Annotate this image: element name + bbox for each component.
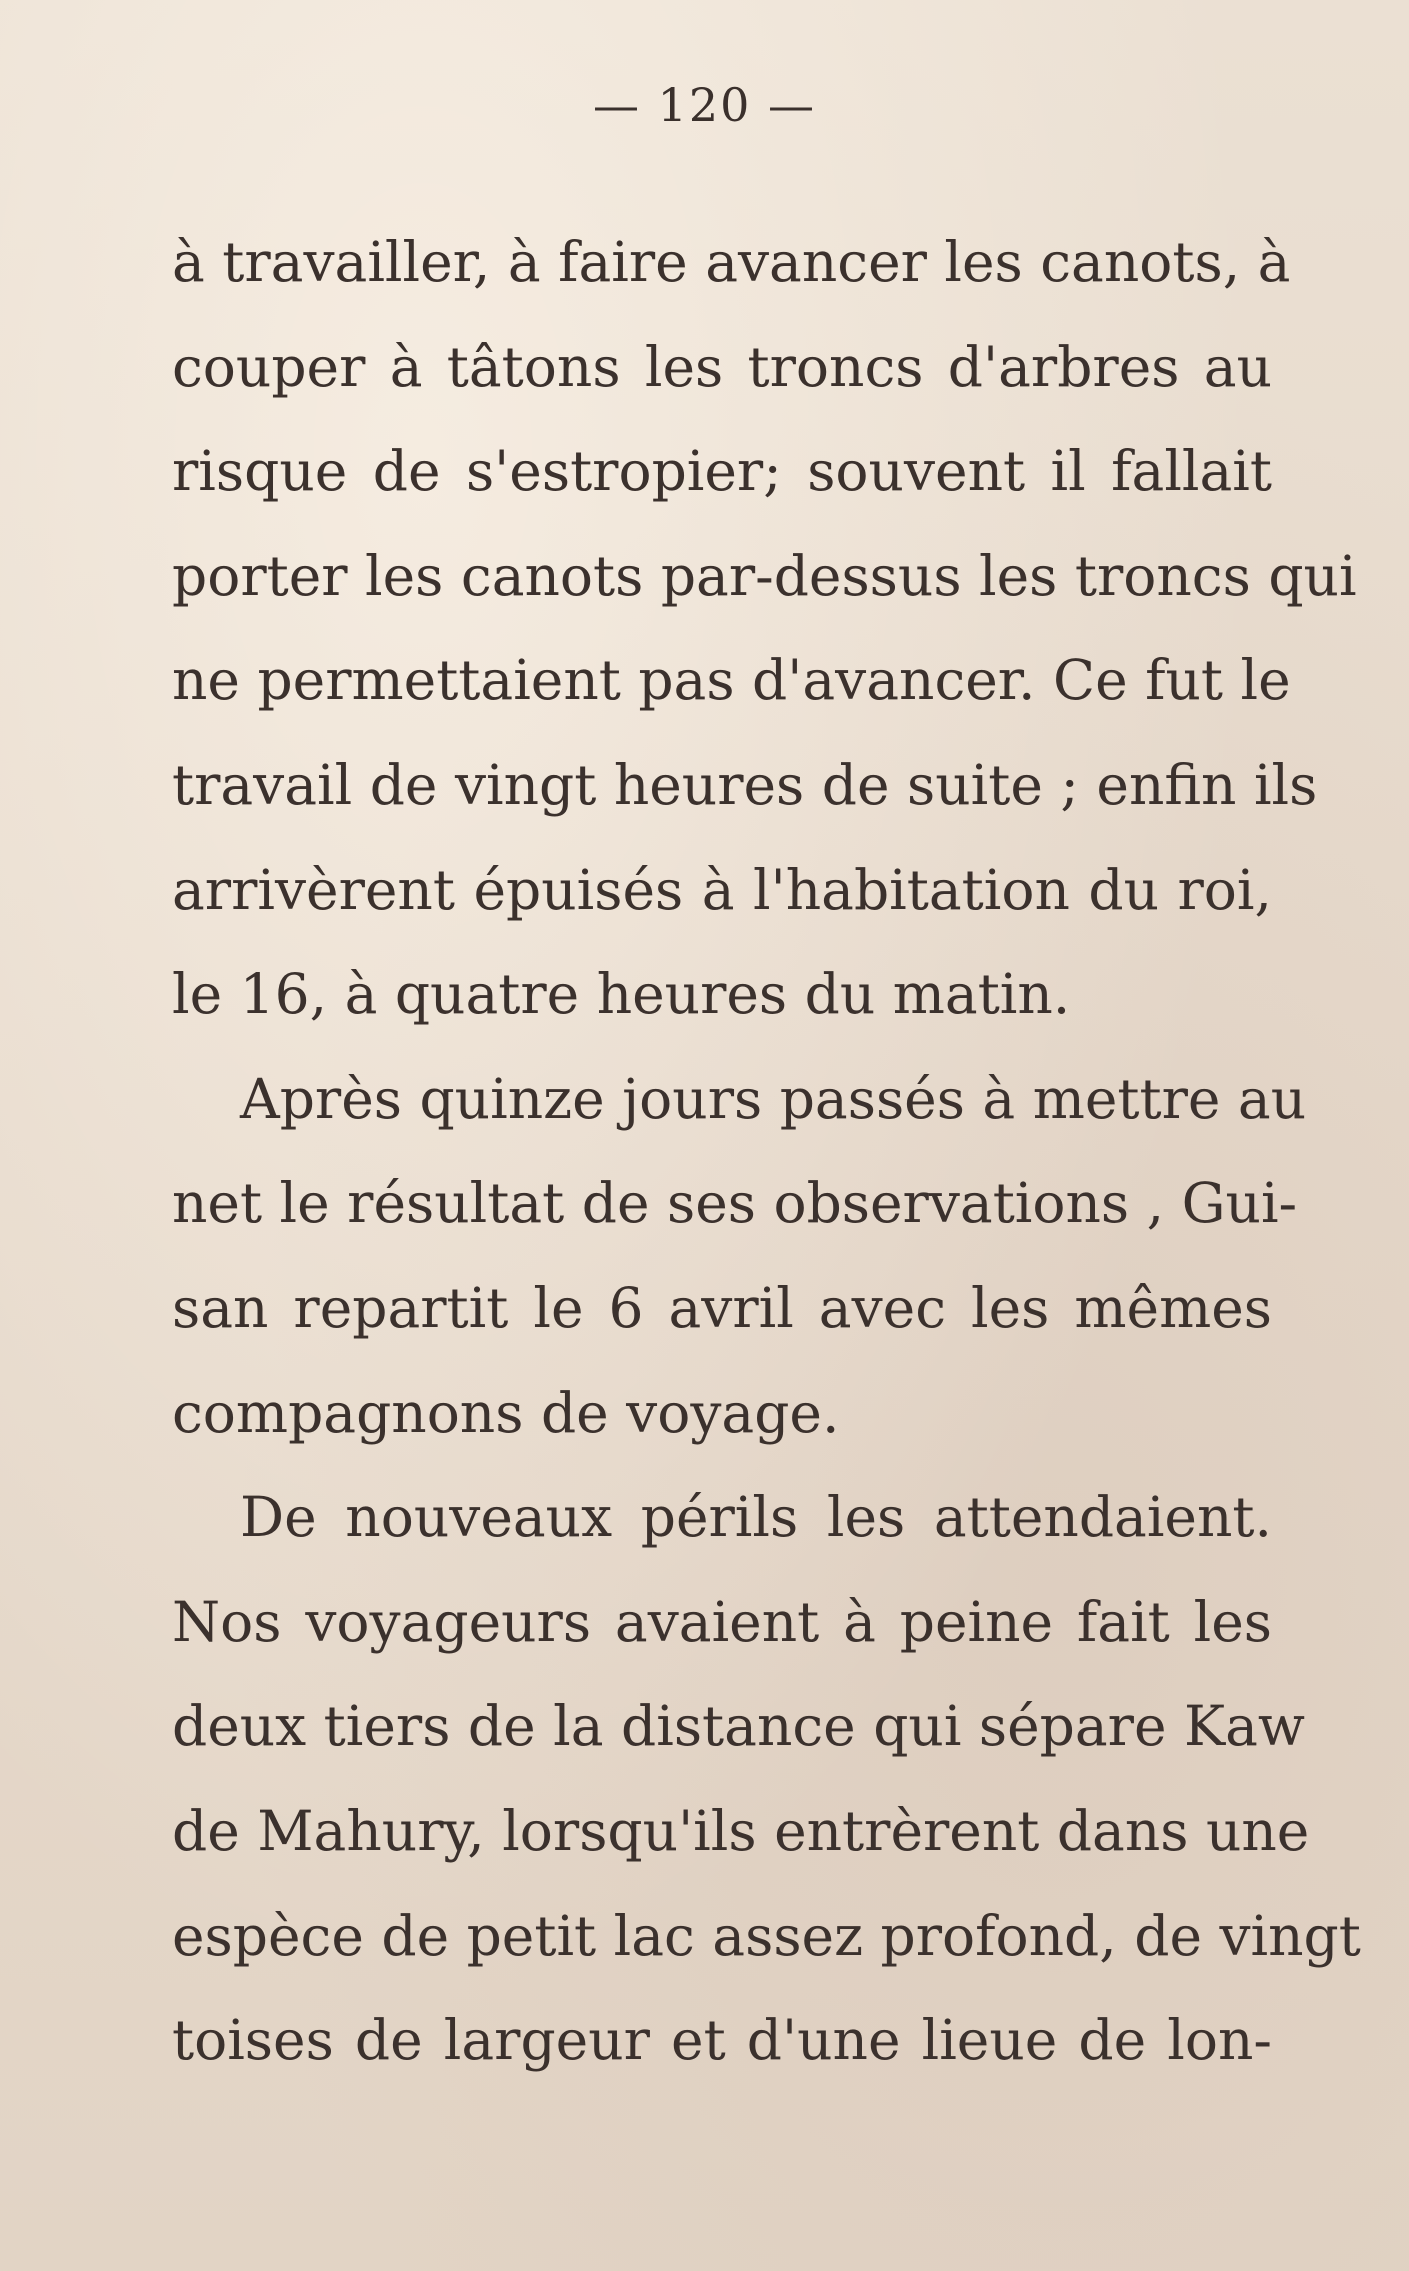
text-line: le 16, à quatre heures du matin. [172, 962, 1071, 1027]
text-line: net le résultat de ses observations , Gui- [172, 1171, 1298, 1236]
text-line: porter les canots par-dessus les troncs qui [172, 543, 1357, 608]
paragraph-start-line: Après quinze jours passés à mettre au [240, 1066, 1307, 1131]
body-text [172, 210, 1361, 2093]
text-line: risque de s'estropier; souvent il fallait [172, 439, 1272, 504]
page-number: — 120 — [592, 78, 817, 132]
text-line: travail de vingt heures de suite ; enfin ils [172, 752, 1318, 817]
text-line: espèce de petit lac assez profond, de vingt [172, 1903, 1361, 1968]
text-line: compagnons de voyage. [172, 1380, 840, 1445]
text-line: à travailler, à faire avancer les canots, à [172, 230, 1291, 294]
paragraph-start-line: De nouveaux périls les attendaient. [240, 1485, 1272, 1550]
text-line: ne permettaient pas d'avancer. Ce fut le [172, 648, 1291, 713]
text-line: couper à tâtons les troncs d'arbres au [172, 334, 1272, 399]
text-line: de Mahury, lorsqu'ils entrèrent dans une [172, 1798, 1310, 1863]
text-line: san repartit le 6 avril avec les mêmes [172, 1275, 1272, 1340]
text-line: Nos voyageurs avaient à peine fait les [172, 1589, 1272, 1654]
text-line: arrivèrent épuisés à l'habitation du roi, [172, 857, 1272, 922]
text-line: deux tiers de la distance qui sépare Kaw [172, 1694, 1305, 1759]
text-line: toises de largeur et d'une lieue de lon- [172, 2008, 1272, 2073]
